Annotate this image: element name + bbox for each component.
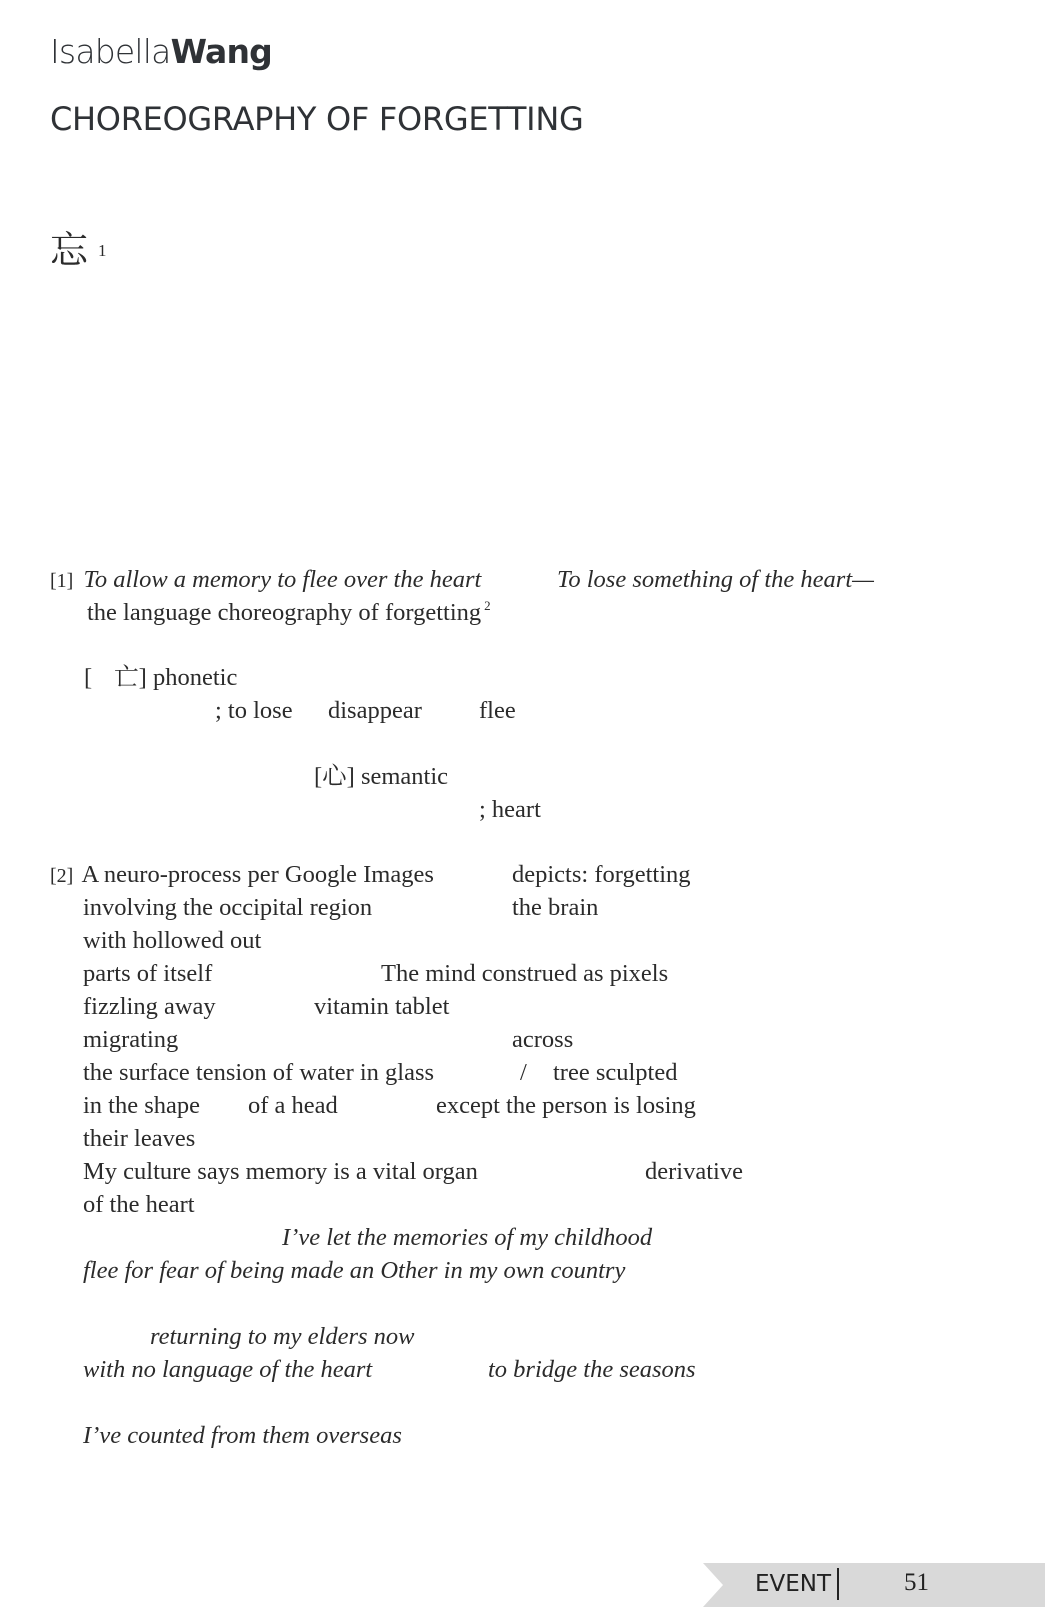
note2-text: across bbox=[512, 1026, 574, 1053]
gloss-to-lose: ; to lose bbox=[215, 697, 293, 724]
note-marker: [1] bbox=[50, 570, 74, 592]
note2-text: vitamin tablet bbox=[314, 993, 450, 1020]
note2-line1 bbox=[50, 863, 434, 888]
note2-italic-text: to bridge the seasons bbox=[488, 1356, 696, 1383]
note-marker: [2] bbox=[50, 865, 74, 887]
footer-section-label: EVENT bbox=[755, 1571, 832, 1597]
bracket-open: [ bbox=[84, 664, 93, 691]
note2-text: depicts: forgetting bbox=[512, 861, 691, 888]
note2-text: in the shape bbox=[83, 1092, 201, 1119]
note2-text: A neuro-process per Google Images bbox=[81, 861, 434, 888]
note2-text: the brain bbox=[512, 894, 599, 921]
note2-text: of a head bbox=[248, 1092, 338, 1119]
note2-text: tree sculpted bbox=[553, 1059, 678, 1086]
gloss-heart: ; heart bbox=[479, 796, 541, 823]
poem-title: CHOREOGRAPHY OF FORGETTING bbox=[50, 100, 584, 138]
gloss-disappear: disappear bbox=[328, 697, 422, 724]
note1-line2 bbox=[87, 598, 491, 626]
note2-text: migrating bbox=[83, 1026, 179, 1053]
note2-italic-text: returning to my elders now bbox=[150, 1323, 415, 1350]
gloss-flee: flee bbox=[479, 697, 516, 724]
note2-text: derivative bbox=[645, 1158, 743, 1185]
footer-divider bbox=[837, 1568, 839, 1600]
author-first-name: Isabella bbox=[50, 32, 171, 71]
note2-text: of the heart bbox=[83, 1191, 195, 1218]
chinese-character: 忘 bbox=[50, 230, 89, 272]
note1-phrase-b: To lose something of the heart— bbox=[557, 566, 874, 593]
bracket-open: [ bbox=[314, 763, 323, 790]
phonetic-line bbox=[84, 666, 237, 691]
note2-italic-text: flee for fear of being made an Other in my own country bbox=[83, 1257, 626, 1284]
note2-italic-text: I’ve let the memories of my childhood bbox=[282, 1224, 653, 1251]
note2-text: parts of itself bbox=[83, 960, 213, 987]
page-number: 51 bbox=[904, 1569, 929, 1596]
note2-text: The mind construed as pixels bbox=[381, 960, 669, 987]
note2-slash: / bbox=[520, 1059, 527, 1086]
semantic-character: 心 bbox=[322, 763, 347, 790]
footnote-reference: 2 bbox=[484, 598, 491, 613]
note2-text: My culture says memory is a vital organ bbox=[83, 1158, 478, 1185]
semantic-line bbox=[314, 765, 448, 790]
semantic-label: ] semantic bbox=[346, 763, 449, 790]
note1-line2-text: the language choreography of forgetting bbox=[87, 599, 482, 626]
note2-text: with hollowed out bbox=[83, 927, 262, 954]
note1-phrase-a: To allow a memory to flee over the heart bbox=[83, 566, 482, 593]
phonetic-character: 亡 bbox=[114, 664, 139, 691]
note2-italic-text: I’ve counted from them overseas bbox=[83, 1422, 402, 1449]
author-last-name: Wang bbox=[170, 32, 272, 71]
footnote-reference: 1 bbox=[98, 241, 107, 260]
note2-text: involving the occipital region bbox=[83, 894, 373, 921]
note2-text: fizzling away bbox=[83, 993, 216, 1020]
author-name bbox=[50, 32, 272, 71]
note2-text: their leaves bbox=[83, 1125, 196, 1152]
note2-text: the surface tension of water in glass bbox=[83, 1059, 435, 1086]
phonetic-label: ] phonetic bbox=[138, 664, 238, 691]
note2-text: except the person is losing bbox=[436, 1092, 696, 1119]
note1-line1 bbox=[50, 568, 481, 593]
note2-italic-text: with no language of the heart bbox=[83, 1356, 373, 1383]
